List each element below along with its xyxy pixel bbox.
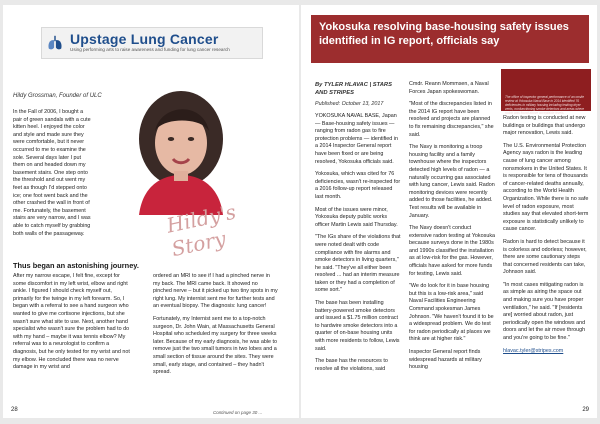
article-byline: By TYLER HLAVAC | STARS AND STRIPES [315, 82, 392, 96]
paragraph: The Navy doesn't conduct extensive radon testing at Yokosuka because surveys done in the 1980s and 1990s classified the installation as at low-risk for the gas. However, officials have asked for more funds for testing, Lewis said. [409, 225, 496, 277]
paragraph: Radon is hard to detect because it is colorless and odorless; however, there are some cautionary steps that concerned residents can take, Johnson said. [503, 238, 587, 276]
paragraph: YOKOSUKA NAVAL BASE, Japan — Base-housing safety issues — ranging from radon gas to fire protection problems — identified in a 2014 Inspector General report have been fixed or are being resolved, Yokosuka officials said. [315, 113, 398, 165]
headline-banner [311, 15, 589, 63]
subhead: Thus began an astonishing journey. [13, 261, 139, 270]
upstage-lung-cancer-logo [41, 27, 263, 59]
paragraph: ordered an MRI to see if I had a pinched nerve in my back. The MRI came back. It showed no pinched nerve – but it picked up two tiny spots in my right lung. My internist sent me for further tests and an eventual biopsy. The diagnosis: lung cancer! [153, 273, 278, 310]
logo-title: Upstage Lung Cancer [70, 31, 219, 47]
paragraph: Radon testing is conducted at new buildings or buildings that undergo major renovation, Lewis said. [503, 115, 586, 137]
left-column-text [13, 273, 133, 377]
paragraph: Most of the issues were minor, Yokosuka deputy public works officer Martin Lewis said Thursday. [315, 206, 398, 228]
author-email-line [503, 348, 589, 356]
right-column-text [153, 273, 278, 382]
article-column-3 [503, 115, 589, 360]
right-page [301, 5, 597, 418]
continued-note: Continued on page 30 ... [213, 410, 263, 415]
paragraph: The base has the resources to resolve all the violations, said [315, 358, 388, 372]
lungs-icon [46, 34, 64, 52]
paragraph: The Navy is monitoring a troop housing facility and a family townhouse where the inspectors detected high levels of radon — a naturally occurring gas associated with lung cancer, Lewis said. Radon monitoring devices were recently added to those facilities, he added. Test results will be available in January. [409, 144, 495, 219]
paragraph: Cmdr. Reann Mommsen, a Naval Forces Japan spokeswoman. [409, 81, 489, 95]
photo-caption: The office of inspector general performance of an onsite review at Yokosuka Naval Base in 2014 identified 76 deficiencies in military housing including leaking dryer vents, nonfunctioning smoke detectors and areas where radon was found above acceptable levels. [505, 95, 585, 115]
article-photo [501, 69, 591, 115]
paragraph: In the Fall of 2006, I bought a pair of green sandals with a cute kitten heel. I enjoyed the color and style and made sure they were comfortable, but it never occurred to me to examine the sole. Several days later I put them on and headed down my basement stairs. One step onto the threshold and out went my feet as though I'd stepped onto ice; one foot went back and the other crashed the wall in front of me. Fortunately, the basement stairs are very narrow, and I was able to catch myself by grabbing both walls of the passageway. [13, 109, 91, 237]
intro-paragraph [13, 109, 93, 243]
paragraph: After my narrow escape, I felt fine, except for some discomfort in my left wrist, elbow and right ankle. I figured I should check myself out, primarily for the twinge in my left forearm. So, I began with a referral to see a hand surgeon who wanted to give me cortisone injections, but she wasn't sure what site to use. Next, another hand specialist who wasn't sure the problem had to do with my hand – maybe it was tennis elbow? My referral was to a neurologist to confirm a diagnosis, but he only tested for my wrist and not my elbow. He concluded there was no nerve damage in my wrist and [13, 273, 130, 371]
paragraph: "In most cases mitigating radon is as simple as airing the space out and making sure you have proper ventilation," he said. "If [residents are] worried about radon, just periodically open the windows and doors and let the air move through and you're going to be fine." [503, 281, 586, 342]
paragraph: "The IGs share of the violations that were noted dealt with code compliance with fire alarms and smoke detectors in living quarters," he said. "They've all either been resolved ... had an interim measure taken or they had a completion of some sort." [315, 234, 401, 294]
article-column-2 [409, 81, 495, 377]
author-email-link[interactable]: hlavac.tyler@stripes.com [503, 347, 564, 354]
portrait-photo [111, 73, 251, 215]
page-number-right: 29 [582, 407, 589, 413]
article-column-1 [315, 113, 401, 378]
paragraph: Fortunately, my Internist sent me to a top-notch surgeon, Dr. John Wain, at Massachusetts General Hospital who scheduled my surgery for three weeks later. Because of my early diagnosis, he was able to remove just the two small tumors in two lobes and a small section of tissue around the sites. They were small, early stage, and contained – they hadn't spread. [153, 315, 278, 376]
paragraph: "We do look for it in base housing but this is a low-risk area," said Naval Facilities Engineering Command spokesman James Johnson. "We haven't found it to be a widespread problem. We do test for radon periodically at places we think are at higher risk." [409, 283, 494, 343]
headline: Yokosuka resolving base-housing safety issues identified in IG report, officials say [319, 21, 569, 47]
paragraph: The base has been installing battery-powered smoke detectors and issued a $1.75 million contract to hardwire smoke detectors into a quarter of on-base housing units with more residents to follow, Lewis said. [315, 300, 400, 352]
paragraph: The U.S. Environmental Protection Agency says radon is the leading cause of lung cancer among nonsmokers in the United States. It is responsible for tens of thousands of cancer-related deaths annually, according to the World Health Organization. While there is no safe level of radon exposure, most studies say that elevated short-term exposure is statistically unlikely to cause cancer. [503, 142, 589, 233]
page-number-left: 28 [11, 407, 18, 413]
paragraph: "Most of the discrepancies listed in the 2014 IG report have been resolved and projects are planned to fix remaining discrepancies," she said. [409, 101, 494, 138]
portrait-illustration [111, 73, 251, 215]
paragraph: Inspector General report finds widespread hazards at military housing [409, 349, 482, 371]
paragraph: Yokosuka, which was cited for 76 deficiencies, wasn't re-inspected for a 2016 follow-up report released last month. [315, 171, 401, 200]
author-byline: Hildy Grossman, Founder of ULC [13, 93, 102, 99]
logo-tagline: Using performing arts to raise awareness and funding for lung cancer research [70, 47, 230, 52]
script-signature: Hildy's Story [164, 199, 239, 262]
left-page [3, 5, 299, 418]
published-date: Published: October 13, 2017 [315, 101, 384, 107]
